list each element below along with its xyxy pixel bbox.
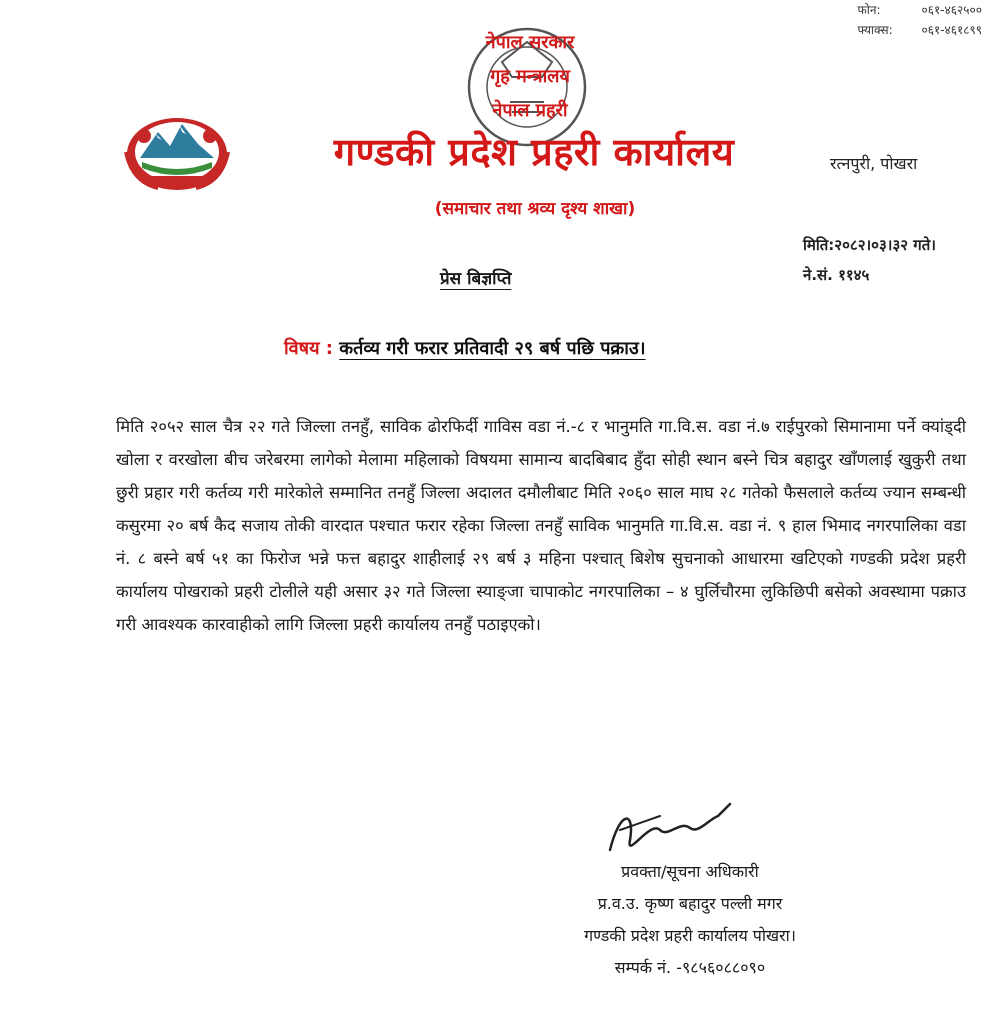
fax-value: ०६१-४६१८९९ — [921, 23, 982, 37]
reference-number: ने.सं. ११४५ — [803, 266, 870, 284]
press-release-heading: प्रेस बिज्ञप्ति — [440, 269, 512, 289]
phone-label: फोन: — [857, 3, 881, 17]
fax-label: फ्याक्स: — [857, 23, 893, 37]
contact-block — [858, 0, 983, 40]
date-ref-block — [803, 230, 936, 290]
branch-name: (समाचार तथा श्रव्य दृश्य शाखा) — [434, 199, 636, 219]
gov-line-1: नेपाल सरकार — [485, 32, 575, 53]
office-title: गण्डकी प्रदेश प्रहरी कार्यालय — [333, 130, 735, 174]
phone-row — [858, 0, 983, 20]
subject-label: विषय : — [284, 338, 333, 359]
issue-date: मिति:२०८२।०३।३२ गते। — [803, 236, 936, 254]
government-lines — [450, 26, 610, 128]
gov-line-3: नेपाल प्रहरी — [492, 100, 568, 121]
body-paragraph: मिति २०५२ साल चैत्र २२ गते जिल्ला तनहुँ, साविक ढोरफिर्दी गाविस वडा नं.-८ र भानुमति गा.वि.स. वडा नं.७ राईपुरको सिमानामा पर्ने क्यांड्दी खोला र वरखोला बीच जरेबरमा लागेको मेलामा महिलाको विषयमा सामान्य बादबिबाद हुँदा सोही स्थान बस्ने चित्र बहादुर खाँणलाई खुकुरी तथा छुरी प्रहार गरी कर्तव्य गरी मारेकोले सम्मानित तनहुँ जिल्ला अदालत दमौलीबाट मिति २०६० साल माघ २८ गतेको फैसलाले कर्तव्य ज्यान सम्बन्धी कसुरमा २० बर्ष कैद सजाय तोकी वारदात पश्चात फरार रहेका जिल्ला तनहुँ साविक भानुमति गा.वि.स. वडा नं. ९ हाल भिमाद नगरपालिका वडा नं. ८ बस्ने बर्ष ५१ का फिरोज भन्ने फत्त बहादुर शाहीलाई २९ बर्ष ३ महिना पश्चात् बिशेष सुचनाको आधारमा खटिएको गण्डकी प्रदेश प्रहरी कार्यालय पोखराको प्रहरी टोलीले यही असार ३२ गते जिल्ला स्याङ्जा चापाकोट नगरपालिका – ४ घुर्लिचौरमा लुकिछिपी बसेको अवस्थामा पक्राउ गरी आवश्यक कारवाहीको लागि जिल्ला प्रहरी कार्यालय तनहुँ पठाइएको। — [116, 417, 966, 634]
fax-row — [858, 20, 983, 40]
gov-line-2: गृह मन्त्रालय — [490, 66, 570, 87]
nepal-emblem-icon — [118, 102, 236, 194]
phone-value: ०६१-४६२५०० — [921, 3, 982, 17]
signer-block — [520, 856, 860, 984]
subject-line — [284, 336, 646, 360]
office-location: रत्नपुरी, पोखरा — [830, 154, 918, 173]
signer-office: गण्डकी प्रदेश प्रहरी कार्यालय पोखरा। — [584, 926, 796, 945]
signer-name: प्र.व.उ. कृष्ण बहादुर पल्ली मगर — [597, 894, 783, 913]
subject-text: कर्तव्य गरी फरार प्रतिवादी २९ बर्ष पछि पक्राउ। — [339, 338, 646, 359]
signer-role: प्रवक्ता/सूचना अधिकारी — [621, 862, 759, 881]
signer-contact: सम्पर्क नं. -९८५६०८८०९० — [614, 958, 766, 977]
